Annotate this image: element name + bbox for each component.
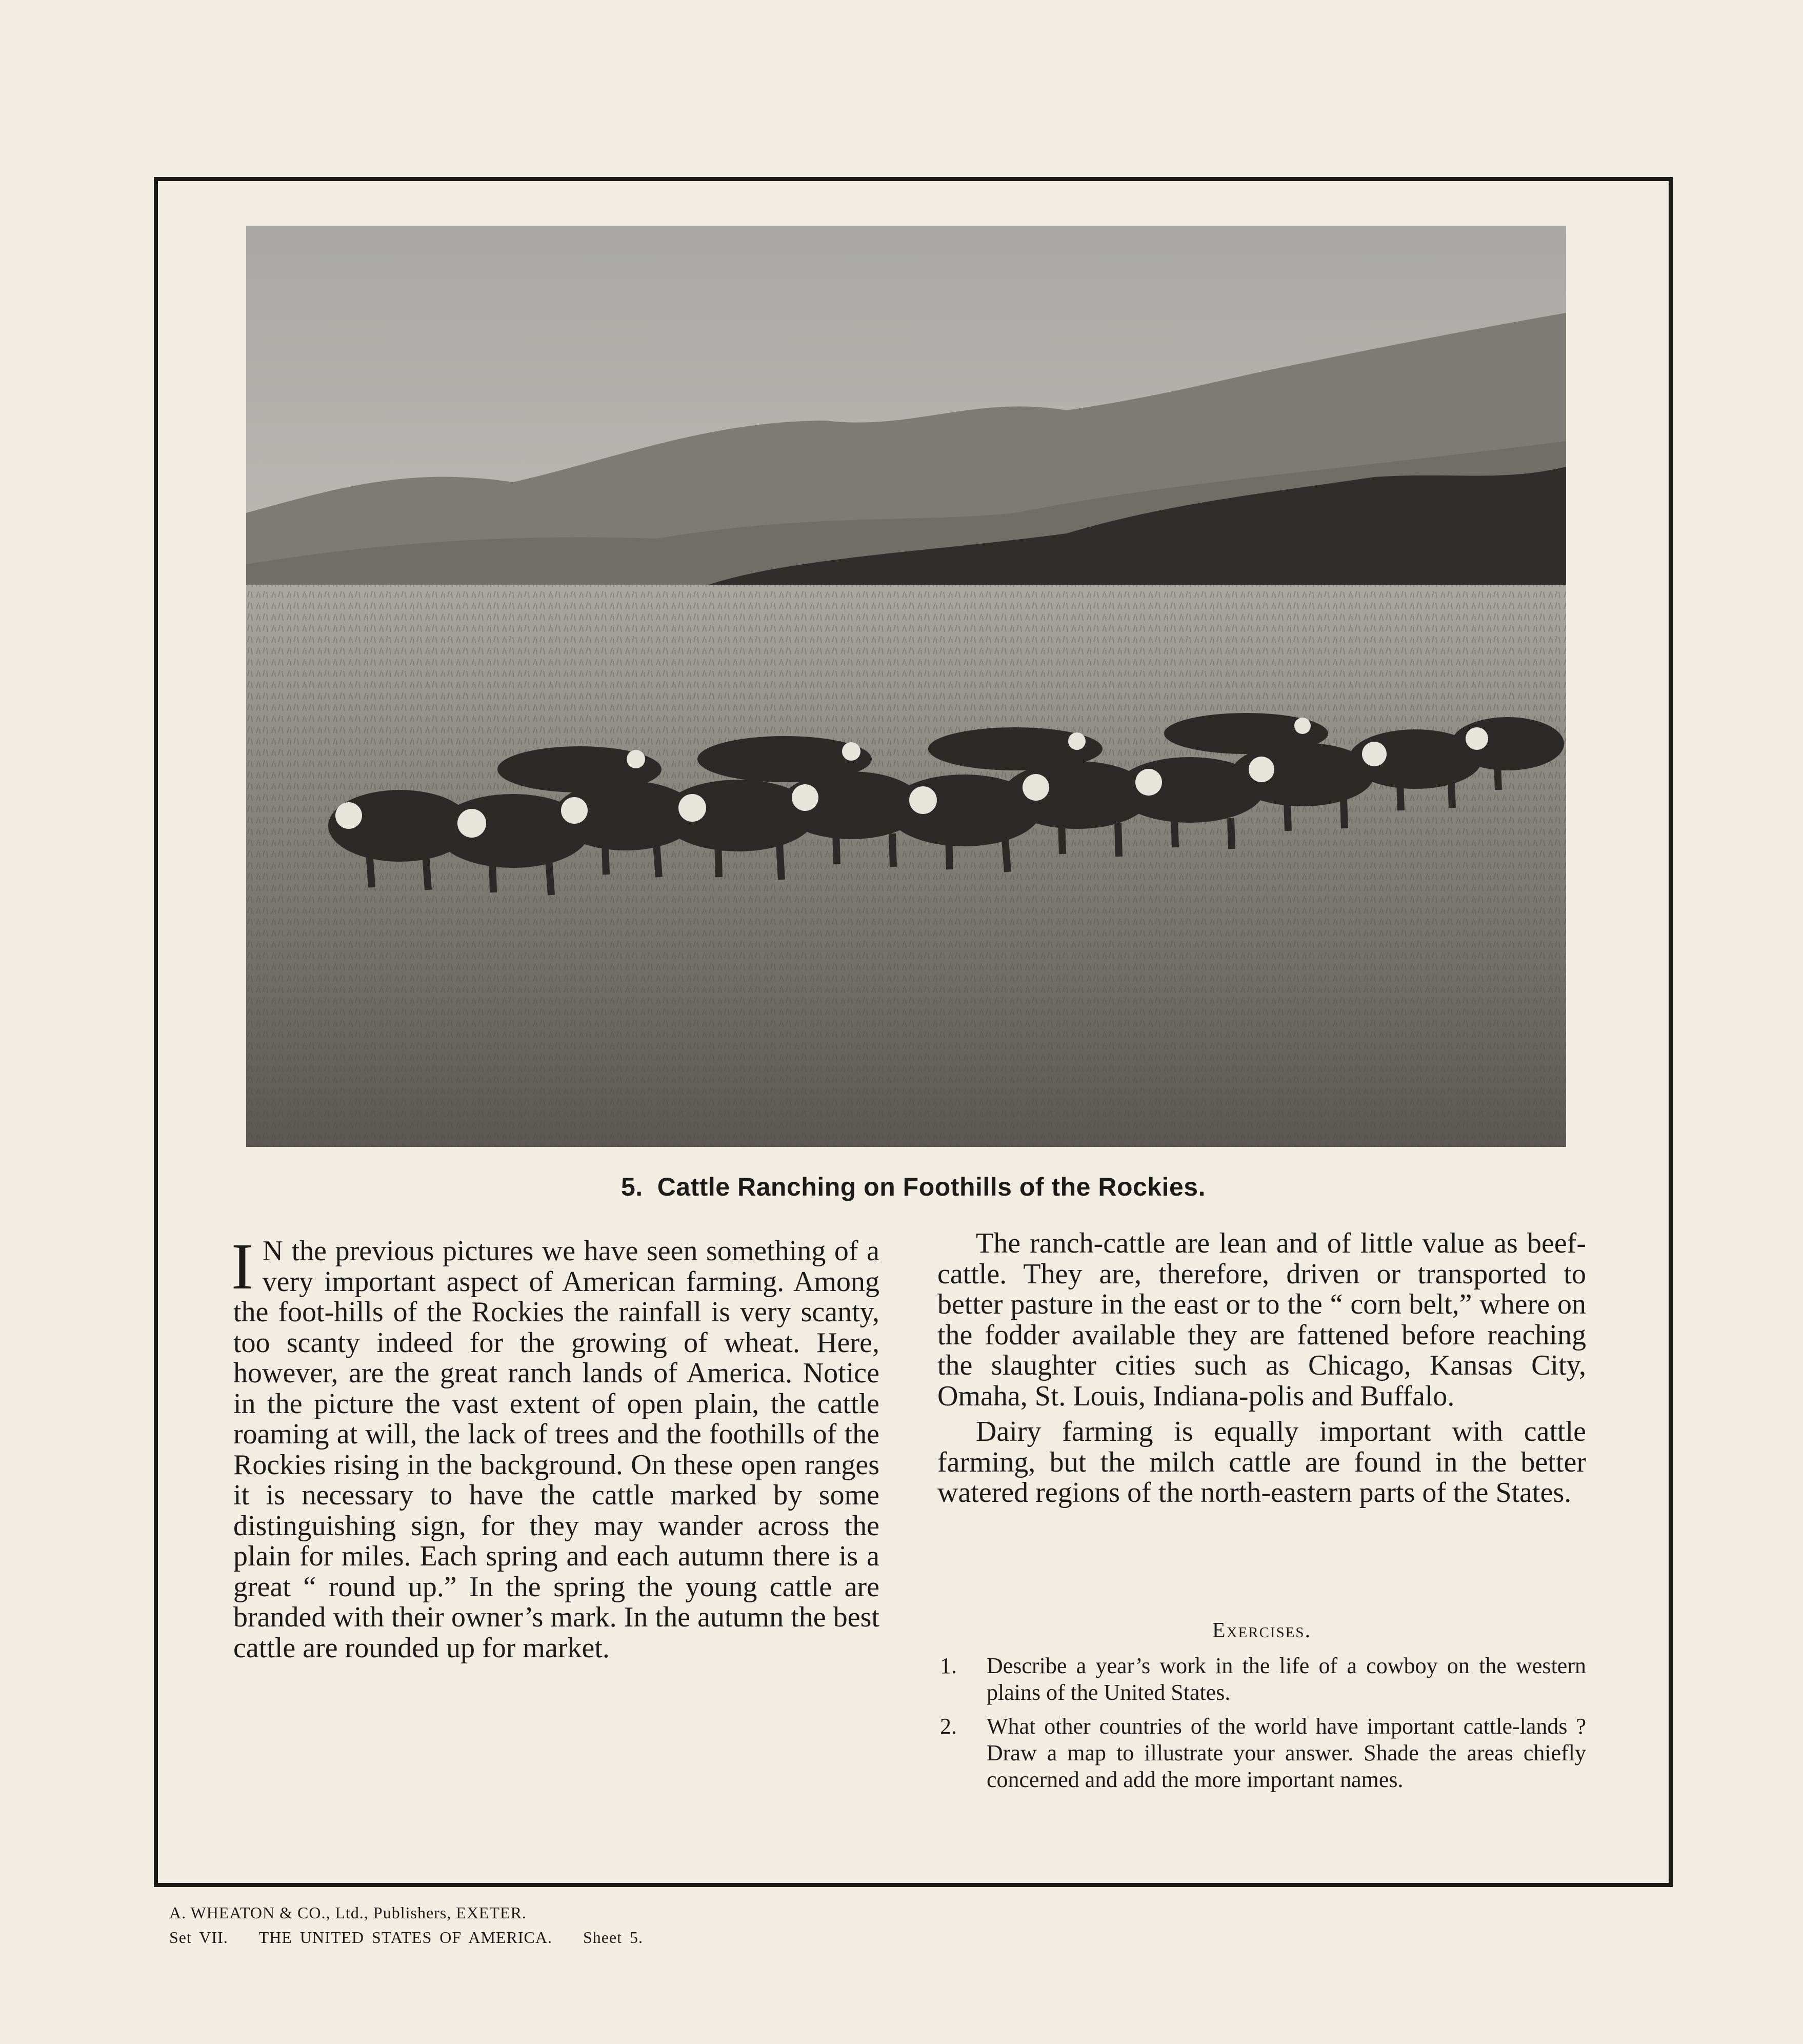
exercise-number: 1. xyxy=(940,1653,957,1678)
exercise-text: What other countries of the world have important cattle-lands ? Draw a map to illustrate your answer. Shade the areas chiefly concerned and add the more important names. xyxy=(987,1714,1586,1792)
series-title: THE UNITED STATES OF AMERICA. xyxy=(258,1928,552,1947)
left-column-text xyxy=(231,1230,879,1664)
plate-caption xyxy=(154,1172,1673,1202)
right-paragraph-2: Dairy farming is equally important with cattle farming, but the milch cattle are found in the better watered regions of the north-eastern parts of the States. xyxy=(937,1416,1586,1509)
left-paragraph: N the previous pictures we have seen something of a very important aspect of American farming. Among the foot-hills of the Rockies the rainfall is very scanty, too scanty indeed for the growing of wheat. Here, however, are the great ranch lands of America. Notice in the picture the vast extent of open plain, the cattle roaming at will, the lack of trees and the foothills of the Rockies rising in the background. On these open ranges it is necessary to have the cattle marked by some distinguishing sign, for they may wander across the plain for miles. Each spring and each autumn there is a great “ round up.” In the spring the young cattle are branded with their owner’s mark. In the autumn the best cattle are rounded up for market. xyxy=(233,1235,879,1664)
publisher-line: A. WHEATON & CO., Ltd., Publishers, EXETER. xyxy=(169,1903,527,1922)
exercises-list xyxy=(937,1653,1586,1800)
right-column-text xyxy=(937,1228,1586,1509)
set-number: Set VII. xyxy=(169,1928,228,1947)
series-line xyxy=(169,1925,643,1950)
right-paragraph-1: The ranch-cattle are lean and of little value as beef-cattle. They are, therefore, driven or transported to better pasture in the east or to the “ corn belt,” where on the fodder available they are fattened before reaching the slaughter cities such as Chicago, Kansas City, Omaha, St. Louis, Indiana-polis and Buffalo. xyxy=(937,1227,1586,1412)
exercise-text: Describe a year’s work in the life of a cowboy on the western plains of the United States. xyxy=(987,1653,1586,1705)
photo-illustration xyxy=(246,226,1566,1147)
plate-title: Cattle Ranching on Foothills of the Rockies. xyxy=(657,1173,1206,1201)
plate-number: 5. xyxy=(621,1173,643,1201)
sheet-number: Sheet 5. xyxy=(583,1928,644,1947)
drop-cap: I xyxy=(231,1230,253,1303)
publisher-footer xyxy=(169,1900,643,1950)
exercises-heading: Exercises. xyxy=(1212,1619,1312,1642)
exercise-item xyxy=(937,1653,1586,1706)
exercise-number: 2. xyxy=(940,1714,957,1739)
exercise-item xyxy=(937,1713,1586,1793)
cattle-herd-photograph xyxy=(246,226,1566,1147)
